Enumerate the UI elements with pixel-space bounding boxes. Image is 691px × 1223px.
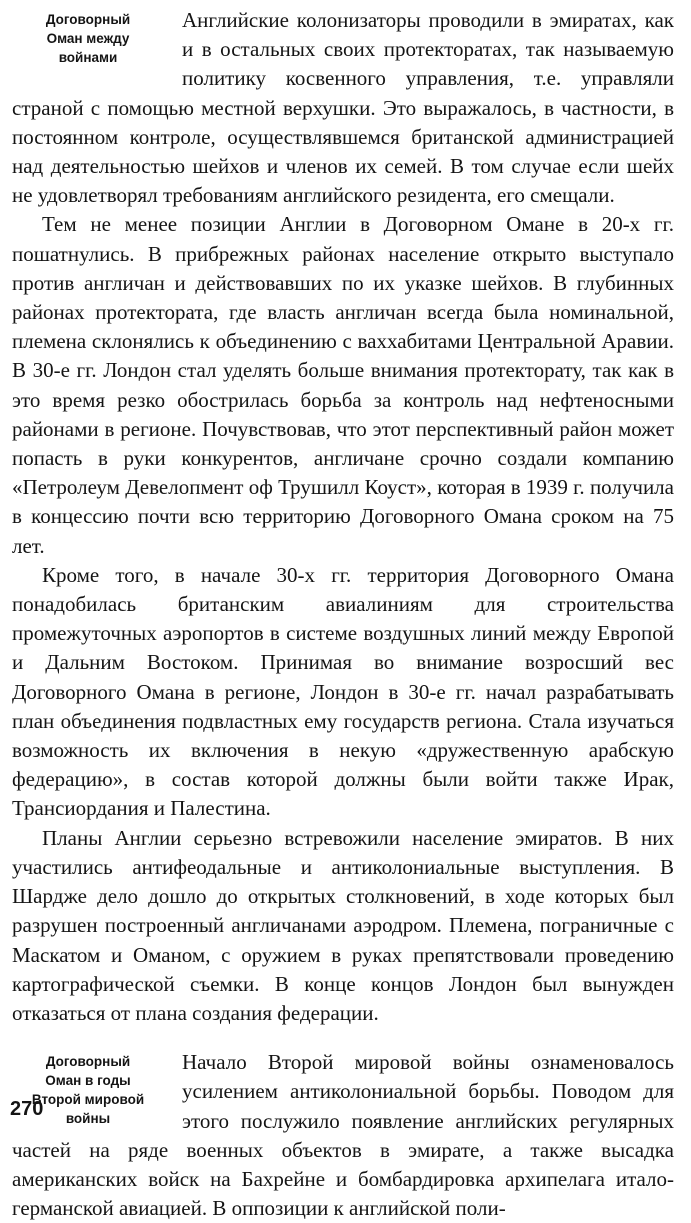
side-heading-line: Второй мировой xyxy=(31,1092,145,1108)
side-heading-line: Оман между xyxy=(46,31,130,46)
section-gap xyxy=(12,1028,674,1048)
side-heading-between-wars xyxy=(12,10,164,67)
side-heading-line: Договорный xyxy=(45,12,131,27)
side-heading-line: войнами xyxy=(58,50,118,65)
paragraph: Тем не менее позиции Англии в Договорном Омане в 20-х гг. пошатнулись. В прибрежных районах население открыто выступало против англичан и действовавших по их указке шейхов. В глубинных районах протектората, где власть англичан всегда была номинальной, племена склонялись к объединению с ваххабитами Центральной Аравии. В 30-е гг. Лондон стал уделять больше внимания протекторату, так как в это время резко обострилась борьба за контроль над нефтеносными районами в регионе. Почувствовав, что этот перспективный район может попасть в руки конкурентов, англичане срочно создали компанию «Петролеум Девелопмент оф Трушилл Коуст», которая в 1939 г. получила в концессию почти всю территорию Договорного Омана сроком на 75 лет. xyxy=(12,212,674,558)
side-heading-line: Договорный xyxy=(45,1054,131,1070)
paragraph: Начало Второй мировой войны ознаменовалось усилением антиколониальной борьбы. Поводом для этого послужило появление английских регулярных частей на ряде военных объектов в эмирате, а также высадка американских войск на Бахрейне и бомбардировка архипелага итало-германской авиацией. В оппозиции к английской поли- xyxy=(12,1050,674,1221)
paragraph: Планы Англии серьезно встревожили население эмиратов. В них участились антифеодальные и антиколониальные выступления. В Шардже дело дошло до открытых столкновений, в ходе которых был разрушен построенный англичанами аэродром. Племена, пограничные с Маскатом и Оманом, с оружием в руках препятствовали проведению картографической съемки. В конце концов Лондон был вынужден отказаться от плана создания федерации. xyxy=(12,825,674,1025)
paragraph: Английские колонизаторы проводили в эмиратах, как и в остальных своих протекторатах, так называемую политику косвенного управления, т.е. управляли страной с помощью местной верхушки. Это выражалось, в частности, в постоянном контроле, осуществлявшемся британской администрацией над деятельностью шейхов и членов их семей. В том случае если шейх не удовлетворял требованиям английского резидента, его смещали. xyxy=(12,8,674,208)
side-heading-line: Оман в годы xyxy=(45,1073,131,1089)
section-ww2 xyxy=(12,1048,674,1223)
paragraph: Кроме того, в начале 30-х гг. территория Договорного Омана понадобилась британским авиалиниям для строительства промежуточных аэропортов в системе воздушных линий между Европой и Дальним Востоком. Принимая во внимание возросший вес Договорного Омана в регионе, Лондон в 30-е гг. начал разрабатывать план объединения подвластных ему государств региона. Стала изучаться возможность их включения в некую «дружественную арабскую федерацию», в состав которой должны были войти также Ирак, Трансиордания и Палестина. xyxy=(12,562,674,821)
section-between-wars xyxy=(12,6,674,1028)
book-page xyxy=(12,6,674,1223)
page-number: 270 xyxy=(10,1098,44,1120)
side-heading-line: войны xyxy=(65,1111,111,1127)
